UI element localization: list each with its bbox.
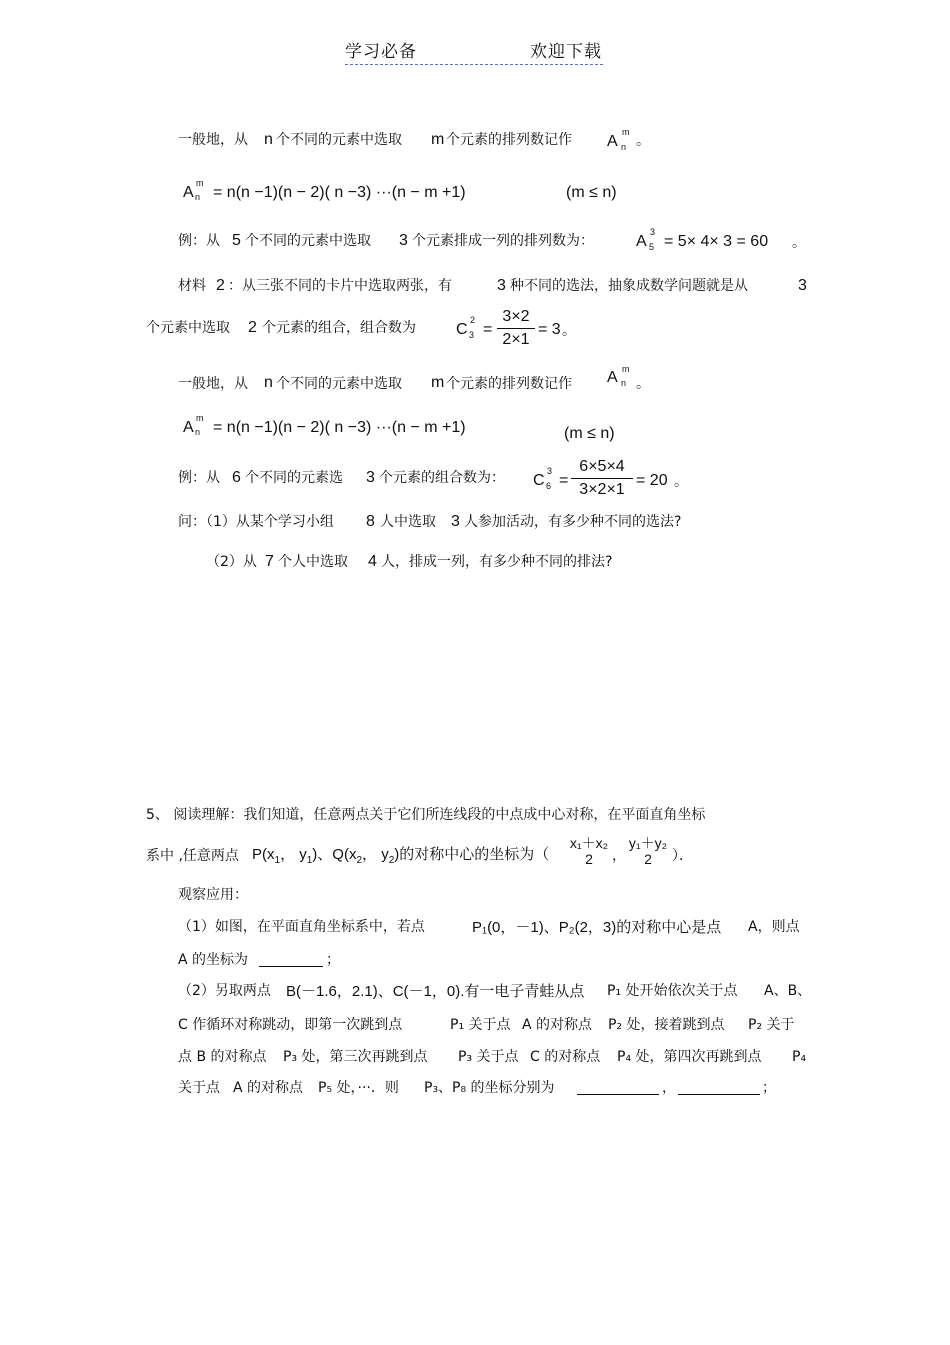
f1-sup: m bbox=[196, 178, 204, 188]
ex2-3: 3 bbox=[366, 469, 375, 486]
p2-text-1: 一般地，从 bbox=[178, 376, 248, 392]
p2-n: n bbox=[264, 374, 273, 391]
ex2-fraction-num: 6×5×4 bbox=[579, 458, 625, 475]
ex2-result: = 20 bbox=[636, 472, 668, 489]
p1-A-sub: n bbox=[621, 142, 627, 152]
s5-b1-text-1: （2）另取两点 bbox=[178, 983, 271, 999]
p2-A-sub: n bbox=[621, 378, 627, 388]
ex2-fraction-den: 3×2×1 bbox=[579, 481, 625, 498]
mat2-fraction-num: 3×2 bbox=[502, 308, 530, 325]
q2-7: 7 bbox=[265, 553, 274, 570]
s5-l2-P-sub1: 1 bbox=[274, 855, 281, 866]
p2-end: 。 bbox=[636, 376, 650, 392]
q2-text-2: 个人中选取 bbox=[278, 554, 348, 570]
s5-l2-P-b: ， y bbox=[280, 846, 307, 863]
ex1-expr: = 5× 4× 3 = 60 bbox=[664, 233, 769, 250]
mat2-end: 。 bbox=[562, 323, 576, 339]
q1-text-1: 问：（1）从某个学习小组 bbox=[178, 514, 334, 530]
s5-l2-Q-sub1: 2 bbox=[356, 855, 363, 866]
q2-text-1: （2）从 bbox=[206, 554, 257, 570]
ex2-fraction-bar bbox=[571, 478, 633, 479]
s5-a1-text-1: （1）如图，在平面直角坐标系中，若点 bbox=[178, 919, 425, 935]
f2-condition: (m ≤ n) bbox=[564, 425, 615, 442]
ex1-end: 。 bbox=[792, 235, 806, 251]
s5-b2-text-3: A 的对称点 bbox=[522, 1017, 593, 1033]
p1-n: n bbox=[264, 131, 273, 148]
s5-b4-text-4: P₃、P₈ 的坐标分别为 bbox=[424, 1080, 555, 1096]
ex1-3: 3 bbox=[399, 232, 408, 249]
s5-b2-text-2: P₁ 关于点 bbox=[450, 1017, 511, 1033]
mat2-fraction-den: 2×1 bbox=[502, 331, 530, 348]
ex2-fraction bbox=[571, 459, 633, 498]
s5-fraction-x-num: x₁＋x₂ bbox=[569, 835, 609, 851]
ex2-text-2: 个不同的元素选 bbox=[245, 470, 343, 486]
p1-end: 。 bbox=[636, 133, 650, 149]
ex2-C-sub: 6 bbox=[546, 481, 552, 491]
s5-b4-comma: ， bbox=[662, 1080, 676, 1096]
p2-A-sup: m bbox=[622, 364, 630, 374]
s5-l2-Q-b: ， y bbox=[362, 846, 389, 863]
ex2-end: 。 bbox=[674, 474, 688, 490]
s5-b3-text-3: P₃ 关于点 bbox=[458, 1049, 519, 1065]
s5-b4-text-2: A 的对称点 bbox=[233, 1080, 304, 1096]
p1-m: m bbox=[431, 131, 445, 148]
ex1-text-2: 个不同的元素中选取 bbox=[245, 233, 371, 249]
mat2-3: 3 bbox=[497, 277, 506, 294]
ex1-sub: 5 bbox=[649, 242, 655, 252]
ex2-text-3: 个元素的组合数为： bbox=[379, 470, 505, 486]
p1-text-2: 个不同的元素中选取 bbox=[276, 132, 402, 148]
mat2-fraction-bar bbox=[497, 328, 535, 329]
ex1-A: A bbox=[636, 233, 647, 250]
s5-l2-P-c: )、Q(x bbox=[312, 846, 357, 863]
s5-b4-text-1: 关于点 bbox=[178, 1080, 220, 1096]
ex1-5: 5 bbox=[232, 232, 241, 249]
s5-line-1: 5、 阅读理解：我们知道，任意两点关于它们所连线段的中点成中心对称，在平面直角坐标 bbox=[146, 807, 706, 823]
s5-a2-text: A 的坐标为 bbox=[178, 952, 249, 968]
ex1-text-1: 例：从 bbox=[178, 233, 220, 249]
p1-A: A bbox=[607, 133, 618, 150]
s5-b4-blank-1[interactable] bbox=[577, 1094, 659, 1095]
p2-m: m bbox=[431, 374, 445, 391]
ex2-C: C bbox=[533, 472, 545, 489]
header-left: 学习必备 bbox=[345, 42, 417, 62]
p2-text-3: 个元素的排列数记作 bbox=[446, 376, 572, 392]
s5-a2-end: ； bbox=[326, 952, 340, 968]
p2-text-2: 个不同的元素中选取 bbox=[276, 376, 402, 392]
s5-b1-text-2: B(－1.6，2.1)、C(－1，0).有一电子青蛙从点 bbox=[286, 983, 585, 1000]
f2-sub: n bbox=[195, 427, 201, 437]
mat2-result: = 3 bbox=[538, 321, 561, 338]
p1-text-1: 一般地，从 bbox=[178, 132, 248, 148]
q2-text-3: 人，排成一列，有多少种不同的排法? bbox=[381, 554, 613, 570]
mat2-C-sup: 2 bbox=[470, 315, 476, 325]
mat2-2: 2 bbox=[216, 277, 225, 294]
s5-fraction-x-den: 2 bbox=[585, 851, 593, 867]
s5-observe: 观察应用： bbox=[178, 887, 248, 903]
f2-sup: m bbox=[196, 413, 204, 423]
mat2-text-3: 种不同的选法，抽象成数学问题就是从 bbox=[510, 278, 748, 294]
f1-A: A bbox=[183, 184, 194, 201]
q1-3: 3 bbox=[451, 513, 460, 530]
s5-l2-Q-c: )的对称中心的坐标为（ bbox=[394, 846, 550, 863]
mat2-text-5: 个元素的组合，组合数为 bbox=[262, 320, 416, 336]
p1-A-sup: m bbox=[622, 127, 630, 137]
q1-8: 8 bbox=[366, 513, 375, 530]
f2-expr: = n(n −1)(n − 2)( n −3) ···(n − m +1) bbox=[213, 419, 466, 436]
header-dashed-line bbox=[345, 64, 603, 65]
mat2-C-sub: 3 bbox=[469, 330, 475, 340]
s5-fraction-y-num: y₁＋y₂ bbox=[628, 835, 668, 851]
s5-l2-P bbox=[252, 847, 549, 866]
mat2-C: C bbox=[456, 321, 468, 338]
s5-comma: ， bbox=[612, 848, 626, 864]
q1-text-2: 人中选取 bbox=[380, 514, 436, 530]
mat2-3b: 3 bbox=[798, 277, 807, 294]
f1-sub: n bbox=[195, 192, 201, 202]
s5-b3-text-1: 点 B 的对称点 bbox=[178, 1049, 267, 1065]
s5-close: ）． bbox=[672, 848, 693, 864]
s5-a2-blank[interactable] bbox=[259, 966, 323, 967]
s5-a1-text-3: A，则点 bbox=[748, 919, 800, 935]
f2-A: A bbox=[183, 419, 194, 436]
ex2-eq: = bbox=[559, 472, 569, 489]
s5-b4-blank-2[interactable] bbox=[678, 1094, 760, 1095]
f1-condition: (m ≤ n) bbox=[566, 184, 617, 201]
s5-fraction-y bbox=[624, 836, 672, 866]
mat2-text-2: ：从三张不同的卡片中选取两张，有 bbox=[228, 278, 452, 294]
s5-fraction-y-den: 2 bbox=[644, 851, 652, 867]
mat2-text-1: 材料 bbox=[178, 278, 206, 294]
p2-A: A bbox=[607, 369, 618, 386]
s5-b4-end: ； bbox=[762, 1080, 776, 1096]
ex1-text-3: 个元素排成一列的排列数为： bbox=[412, 233, 594, 249]
s5-b2-text-5: P₂ 关于 bbox=[748, 1017, 795, 1033]
f1-expr: = n(n −1)(n − 2)( n −3) ···(n − m +1) bbox=[213, 184, 466, 201]
s5-b3-text-4: C 的对称点 bbox=[530, 1049, 601, 1065]
header-right: 欢迎下载 bbox=[530, 42, 602, 62]
q2-4: 4 bbox=[368, 553, 377, 570]
s5-l2-Q-sub2: 2 bbox=[388, 855, 395, 866]
q1-text-3: 人参加活动，有多少种不同的选法? bbox=[464, 514, 682, 530]
mat2-eq: = bbox=[483, 321, 493, 338]
s5-l2-P-sub2: 1 bbox=[306, 855, 313, 866]
p1-text-3: 个元素的排列数记作 bbox=[446, 132, 572, 148]
s5-b4-text-3: P₅ 处，···．则 bbox=[318, 1080, 399, 1096]
s5-b2-text-4: P₂ 处，接着跳到点 bbox=[608, 1017, 725, 1033]
ex2-6: 6 bbox=[232, 469, 241, 486]
mat2-text-4: 个元素中选取 bbox=[146, 320, 230, 336]
s5-a1-text-2: P₁(0，－1)、P₂(2，3)的对称中心是点 bbox=[472, 919, 722, 936]
mat2-2b: 2 bbox=[248, 319, 257, 336]
s5-l2-P-a: P(x bbox=[252, 846, 275, 863]
s5-l2-text-1: 系中 ,任意两点 bbox=[146, 848, 239, 864]
ex1-sup: 3 bbox=[650, 227, 656, 237]
s5-b3-text-2: P₃ 处，第三次再跳到点 bbox=[283, 1049, 428, 1065]
s5-b2-text-1: C 作循环对称跳动，即第一次跳到点 bbox=[178, 1017, 403, 1033]
mat2-fraction bbox=[497, 309, 535, 348]
s5-fraction-x bbox=[565, 836, 613, 866]
s5-b1-text-3: P₁ 处开始依次关于点 bbox=[607, 983, 738, 999]
s5-b3-text-5: P₄ 处，第四次再跳到点 bbox=[617, 1049, 762, 1065]
ex2-text-1: 例：从 bbox=[178, 470, 220, 486]
s5-b1-text-4: A、B、 bbox=[764, 983, 812, 999]
s5-b3-text-6: P₄ bbox=[792, 1049, 807, 1065]
ex2-C-sup: 3 bbox=[547, 466, 553, 476]
